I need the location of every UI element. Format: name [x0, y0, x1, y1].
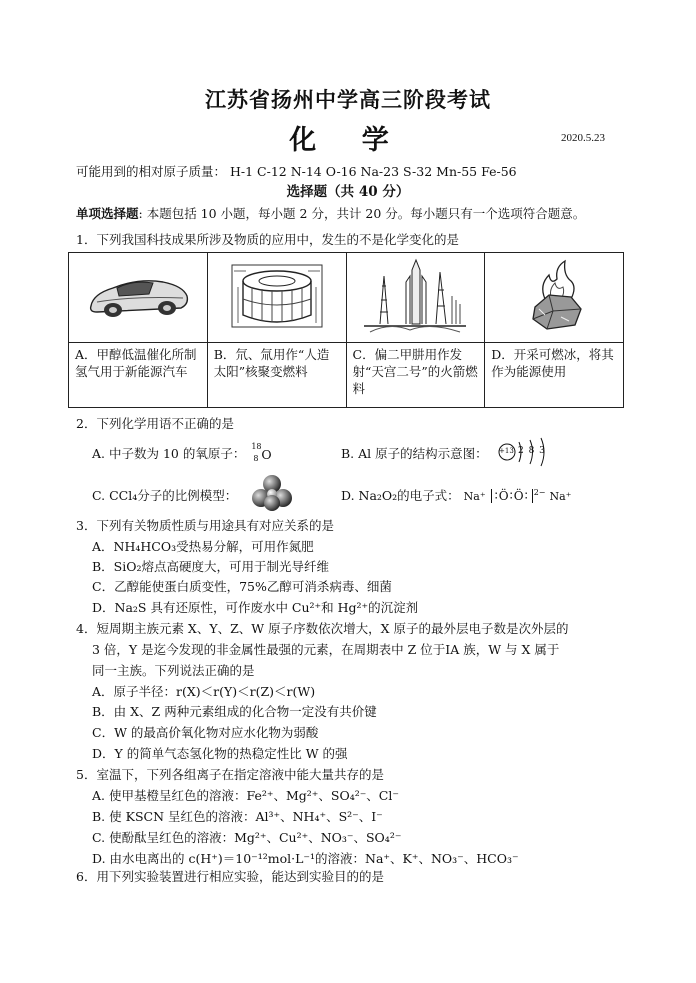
q1-options-table: [68, 252, 624, 408]
q2-option-b-text: B. Al 原子的结构示意图：: [341, 446, 488, 461]
q1-image-b: [207, 253, 346, 343]
atomic-masses: 可能用到的相对原子质量： H-1 C-12 N-14 O-16 Na-23 S-32 Mn-55 Fe-56: [76, 164, 517, 179]
instruction-text: : 本题包括 10 小题，每小题 2 分，共计 20 分。每小题只有一个选项符合题意。: [138, 206, 586, 221]
q4-stem-line1: 4．短周期主族元素 X、Y、Z、W 原子序数依次增大，X 原子的最外层电子数是次外层的: [76, 621, 569, 636]
peroxide-electron-dots: ∶Ö∶Ö∶: [491, 489, 533, 503]
q1-stem: 1．下列我国科技成果所涉及物质的应用中，发生的不是化学变化的是: [76, 232, 459, 247]
q1-image-a: [69, 253, 208, 343]
burning-ice-icon: [499, 257, 609, 335]
q4-option-b: B．由 X、Z 两种元素组成的化合物一定没有共价键: [92, 704, 377, 719]
q1-option-c: C．偏二甲肼用作发射“天宫二号”的火箭燃料: [346, 343, 485, 408]
q3-option-d: D．Na₂S 具有还原性，可作废水中 Cu²⁺和 Hg²⁺的沉淀剂: [92, 600, 419, 615]
rocket-launch-icon: [360, 256, 470, 336]
q4-option-d: D．Y 的简单气态氢化物的热稳定性比 W 的强: [92, 746, 348, 761]
q2-option-a-text: A. 中子数为 10 的氧原子：: [92, 446, 246, 461]
car-icon: [83, 266, 193, 326]
q1-option-b: B．氘、氚用作“人造太阳”核聚变燃料: [207, 343, 346, 408]
q3-option-a: A．NH₄HCO₃受热易分解，可用作氮肥: [92, 539, 314, 554]
oxygen-isotope-symbol: [249, 441, 273, 464]
q5-option-a: A. 使甲基橙呈红色的溶液：Fe²⁺、Mg²⁺、SO₄²⁻、Cl⁻: [92, 788, 399, 803]
q5-stem: 5．室温下，下列各组离子在指定溶液中能大量共存的是: [76, 767, 384, 782]
q2-stem: 2．下列化学用语不正确的是: [76, 416, 234, 431]
q3-stem: 3．下列有关物质性质与用途具有对应关系的是: [76, 518, 334, 533]
instruction-label: 单项选择题: [76, 206, 139, 221]
peroxide-charge: 2−: [533, 487, 546, 497]
q5-option-c: C. 使酚酞呈红色的溶液：Mg²⁺、Cu²⁺、NO₃⁻、SO₄²⁻: [92, 830, 402, 845]
q4-stem-line2: 3 倍，Y 是迄今发现的非金属性最强的元素，在周期表中 Z 位于ⅠA 族，W 与 X 属于: [92, 642, 560, 657]
q1-image-d: [485, 253, 624, 343]
na-ion-right: Na⁺: [549, 490, 572, 503]
q4-option-c: C．W 的最高价氧化物对应水化物为弱酸: [92, 725, 319, 740]
q4-stem-line3: 同一主族。下列说法正确的是: [92, 663, 255, 678]
fusion-reactor-icon: [222, 257, 332, 335]
exam-date: 2020.5.23: [561, 132, 605, 144]
al-nucleus-charge: +13: [499, 447, 514, 455]
q3-option-b: B．SiO₂熔点高硬度大，可用于制光导纤维: [92, 559, 330, 574]
q1-option-d: D．开采可燃冰，将其作为能源使用: [485, 343, 624, 408]
isotope-mass-number: 18: [251, 441, 262, 451]
q1-option-a: A．甲醇低温催化所制氢气用于新能源汽车: [69, 343, 208, 408]
q6-stem: 6．用下列实验装置进行相应实验，能达到实验目的的是: [76, 869, 384, 884]
q3-option-c: C．乙醇能使蛋白质变性，75%乙醇可消杀病毒、细菌: [92, 579, 392, 594]
isotope-atomic-number: 8: [253, 453, 259, 463]
na-ion-left: Na⁺: [463, 490, 486, 503]
subject-title: 化 学: [289, 125, 407, 156]
al-atom-structure-diagram: [497, 432, 557, 472]
q1-image-c: [346, 253, 485, 343]
q2-option-d: [341, 486, 571, 504]
isotope-element: O: [261, 446, 272, 462]
q5-option-b: B. 使 KSCN 呈红色的溶液：Al³⁺、NH₄⁺、S²⁻、I⁻: [92, 809, 383, 824]
q2-option-c: [92, 486, 237, 504]
q2-option-c-text: C. CCl₄分子的比例模型：: [92, 488, 238, 503]
q2-option-a: [92, 441, 273, 464]
q5-option-d: D. 由水电离出的 c(H⁺)＝10⁻¹²mol·L⁻¹的溶液：Na⁺、K⁺、NO₃⁻、HCO₃⁻: [92, 851, 519, 866]
al-electron-shells: 2 8 3: [518, 446, 546, 456]
section-heading: 选择题（共 40 分）: [286, 184, 410, 200]
ccl4-space-filling-model-icon: [251, 474, 293, 512]
instructions: [76, 204, 585, 222]
exam-title: 江苏省扬州中学高三阶段考试: [205, 87, 491, 112]
q2-option-b: [341, 444, 488, 462]
q4-option-a: A．原子半径：r(X)＜r(Y)＜r(Z)＜r(W): [92, 684, 316, 699]
q2-option-d-text: D. Na₂O₂的电子式：: [341, 488, 460, 503]
